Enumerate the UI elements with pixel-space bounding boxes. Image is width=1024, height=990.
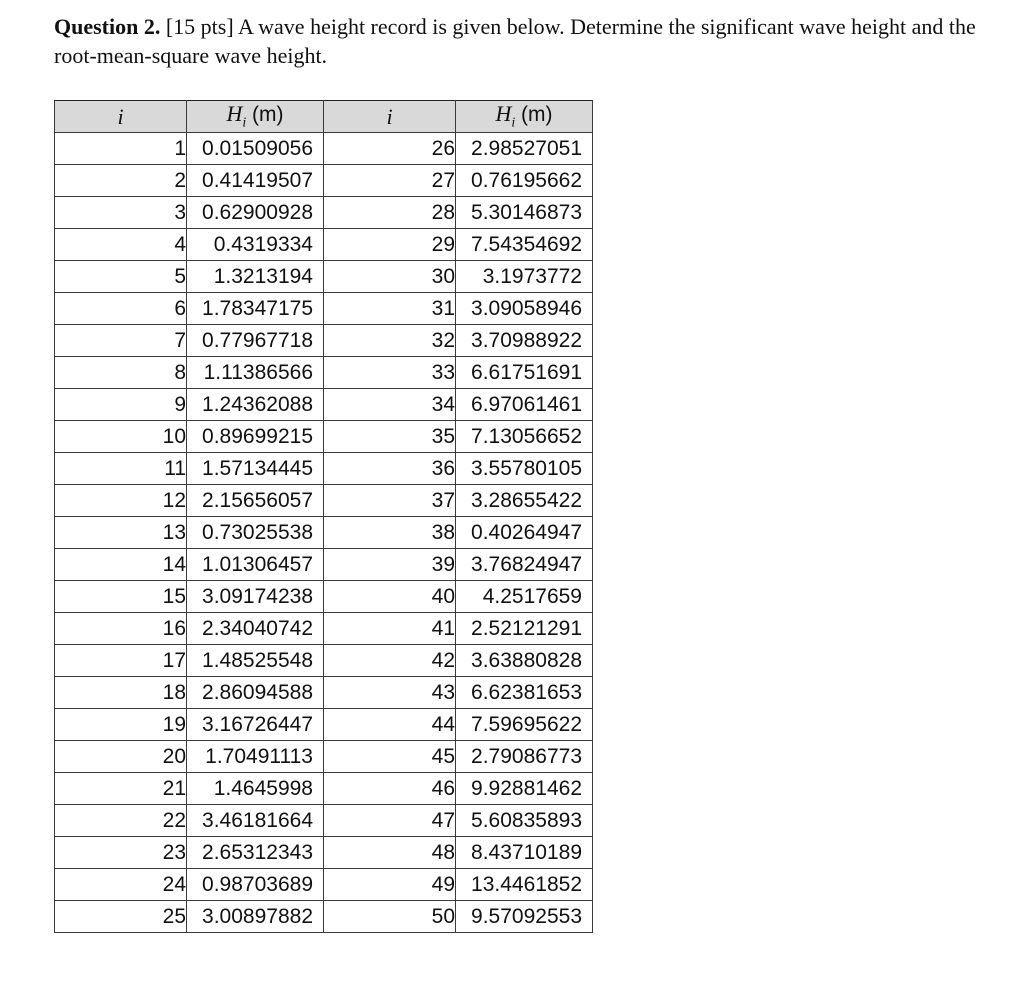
row-index-cell: 7 bbox=[55, 325, 187, 357]
row-index-cell: 38 bbox=[324, 517, 456, 549]
row-index-cell: 9 bbox=[55, 389, 187, 421]
table-row bbox=[55, 869, 593, 901]
row-index-cell: 11 bbox=[55, 453, 187, 485]
row-index-cell: 50 bbox=[324, 901, 456, 933]
wave-height-cell: 5.30146873 bbox=[456, 197, 593, 229]
wave-height-cell: 0.41419507 bbox=[187, 165, 324, 197]
wave-height-cell: 3.63880828 bbox=[456, 645, 593, 677]
row-index-cell: 22 bbox=[55, 805, 187, 837]
header-index-left: i bbox=[55, 101, 187, 133]
table-row bbox=[55, 357, 593, 389]
header-height-variable: $H_i$ bbox=[495, 101, 516, 131]
table-row bbox=[55, 741, 593, 773]
question-label: Question 2. bbox=[54, 14, 161, 39]
row-index-cell: 20 bbox=[55, 741, 187, 773]
row-index-cell: 16 bbox=[55, 613, 187, 645]
table-row bbox=[55, 197, 593, 229]
wave-height-cell: 3.70988922 bbox=[456, 325, 593, 357]
row-index-cell: 4 bbox=[55, 229, 187, 261]
table-row bbox=[55, 517, 593, 549]
row-index-cell: 39 bbox=[324, 549, 456, 581]
table-row bbox=[55, 453, 593, 485]
row-index-cell: 42 bbox=[324, 645, 456, 677]
row-index-cell: 46 bbox=[324, 773, 456, 805]
row-index-cell: 35 bbox=[324, 421, 456, 453]
wave-height-cell: 0.40264947 bbox=[456, 517, 593, 549]
wave-height-cell: 1.48525548 bbox=[187, 645, 324, 677]
wave-height-cell: 2.15656057 bbox=[187, 485, 324, 517]
wave-height-cell: 9.92881462 bbox=[456, 773, 593, 805]
question-body: A wave height record is given below. Determine the significant wave height and the root-mean-square wave height. bbox=[54, 14, 976, 68]
table-row bbox=[55, 165, 593, 197]
row-index-cell: 1 bbox=[55, 133, 187, 165]
wave-height-cell: 2.52121291 bbox=[456, 613, 593, 645]
wave-height-cell: 2.86094588 bbox=[187, 677, 324, 709]
row-index-cell: 28 bbox=[324, 197, 456, 229]
wave-height-cell: 0.76195662 bbox=[456, 165, 593, 197]
wave-height-cell: 3.55780105 bbox=[456, 453, 593, 485]
wave-height-cell: 5.60835893 bbox=[456, 805, 593, 837]
table-header-row bbox=[55, 101, 593, 133]
row-index-cell: 30 bbox=[324, 261, 456, 293]
table-row bbox=[55, 325, 593, 357]
row-index-cell: 44 bbox=[324, 709, 456, 741]
row-index-cell: 25 bbox=[55, 901, 187, 933]
wave-height-cell: 3.1973772 bbox=[456, 261, 593, 293]
wave-height-cell: 6.61751691 bbox=[456, 357, 593, 389]
wave-height-cell: 6.62381653 bbox=[456, 677, 593, 709]
wave-height-cell: 9.57092553 bbox=[456, 901, 593, 933]
row-index-cell: 15 bbox=[55, 581, 187, 613]
wave-height-cell: 2.98527051 bbox=[456, 133, 593, 165]
table-row bbox=[55, 261, 593, 293]
header-height-variable: $H_i$ bbox=[226, 101, 247, 131]
wave-height-cell: 2.65312343 bbox=[187, 837, 324, 869]
table-body bbox=[55, 133, 593, 933]
wave-height-cell: 3.09174238 bbox=[187, 581, 324, 613]
row-index-cell: 8 bbox=[55, 357, 187, 389]
row-index-cell: 34 bbox=[324, 389, 456, 421]
wave-height-cell: 1.11386566 bbox=[187, 357, 324, 389]
wave-height-cell: 0.01509056 bbox=[187, 133, 324, 165]
row-index-cell: 13 bbox=[55, 517, 187, 549]
row-index-cell: 10 bbox=[55, 421, 187, 453]
wave-height-cell: 3.76824947 bbox=[456, 549, 593, 581]
row-index-cell: 41 bbox=[324, 613, 456, 645]
row-index-cell: 21 bbox=[55, 773, 187, 805]
wave-height-cell: 13.4461852 bbox=[456, 869, 593, 901]
table-row bbox=[55, 293, 593, 325]
row-index-cell: 26 bbox=[324, 133, 456, 165]
table-row bbox=[55, 229, 593, 261]
wave-height-cell: 4.2517659 bbox=[456, 581, 593, 613]
wave-height-cell: 8.43710189 bbox=[456, 837, 593, 869]
table-row bbox=[55, 837, 593, 869]
question-points: [15 pts] bbox=[165, 14, 234, 39]
table-row bbox=[55, 901, 593, 933]
wave-height-cell: 3.16726447 bbox=[187, 709, 324, 741]
row-index-cell: 47 bbox=[324, 805, 456, 837]
table-row bbox=[55, 773, 593, 805]
table-row bbox=[55, 709, 593, 741]
wave-height-cell: 0.4319334 bbox=[187, 229, 324, 261]
table-row bbox=[55, 549, 593, 581]
row-index-cell: 5 bbox=[55, 261, 187, 293]
wave-height-table bbox=[54, 100, 593, 933]
wave-height-cell: 1.70491113 bbox=[187, 741, 324, 773]
row-index-cell: 24 bbox=[55, 869, 187, 901]
header-height-unit: (m) bbox=[515, 103, 553, 127]
wave-height-cell: 6.97061461 bbox=[456, 389, 593, 421]
wave-height-cell: 3.09058946 bbox=[456, 293, 593, 325]
row-index-cell: 45 bbox=[324, 741, 456, 773]
header-index-right: i bbox=[324, 101, 456, 133]
header-height-right bbox=[456, 101, 593, 133]
row-index-cell: 48 bbox=[324, 837, 456, 869]
row-index-cell: 18 bbox=[55, 677, 187, 709]
row-index-cell: 2 bbox=[55, 165, 187, 197]
wave-height-cell: 0.73025538 bbox=[187, 517, 324, 549]
wave-height-cell: 1.24362088 bbox=[187, 389, 324, 421]
row-index-cell: 40 bbox=[324, 581, 456, 613]
row-index-cell: 37 bbox=[324, 485, 456, 517]
table-row bbox=[55, 677, 593, 709]
wave-height-cell: 7.59695622 bbox=[456, 709, 593, 741]
row-index-cell: 23 bbox=[55, 837, 187, 869]
wave-height-cell: 0.62900928 bbox=[187, 197, 324, 229]
table-row bbox=[55, 613, 593, 645]
row-index-cell: 32 bbox=[324, 325, 456, 357]
wave-height-cell: 3.46181664 bbox=[187, 805, 324, 837]
table-row bbox=[55, 421, 593, 453]
wave-height-cell: 3.28655422 bbox=[456, 485, 593, 517]
table-row bbox=[55, 133, 593, 165]
table-row bbox=[55, 389, 593, 421]
wave-height-cell: 1.3213194 bbox=[187, 261, 324, 293]
wave-height-cell: 2.79086773 bbox=[456, 741, 593, 773]
wave-height-cell: 1.4645998 bbox=[187, 773, 324, 805]
row-index-cell: 14 bbox=[55, 549, 187, 581]
header-height-left bbox=[187, 101, 324, 133]
row-index-cell: 19 bbox=[55, 709, 187, 741]
wave-height-cell: 7.54354692 bbox=[456, 229, 593, 261]
row-index-cell: 3 bbox=[55, 197, 187, 229]
wave-height-cell: 2.34040742 bbox=[187, 613, 324, 645]
wave-height-cell: 0.77967718 bbox=[187, 325, 324, 357]
table-row bbox=[55, 805, 593, 837]
wave-height-cell: 1.78347175 bbox=[187, 293, 324, 325]
wave-height-cell: 7.13056652 bbox=[456, 421, 593, 453]
row-index-cell: 12 bbox=[55, 485, 187, 517]
row-index-cell: 29 bbox=[324, 229, 456, 261]
row-index-cell: 33 bbox=[324, 357, 456, 389]
row-index-cell: 36 bbox=[324, 453, 456, 485]
wave-height-cell: 0.89699215 bbox=[187, 421, 324, 453]
wave-height-cell: 1.57134445 bbox=[187, 453, 324, 485]
wave-height-cell: 0.98703689 bbox=[187, 869, 324, 901]
row-index-cell: 27 bbox=[324, 165, 456, 197]
question-text bbox=[54, 12, 1014, 70]
row-index-cell: 6 bbox=[55, 293, 187, 325]
table-row bbox=[55, 645, 593, 677]
row-index-cell: 43 bbox=[324, 677, 456, 709]
row-index-cell: 31 bbox=[324, 293, 456, 325]
table-row bbox=[55, 485, 593, 517]
header-height-unit: (m) bbox=[246, 103, 284, 127]
row-index-cell: 49 bbox=[324, 869, 456, 901]
wave-height-cell: 3.00897882 bbox=[187, 901, 324, 933]
wave-height-cell: 1.01306457 bbox=[187, 549, 324, 581]
table-row bbox=[55, 581, 593, 613]
row-index-cell: 17 bbox=[55, 645, 187, 677]
